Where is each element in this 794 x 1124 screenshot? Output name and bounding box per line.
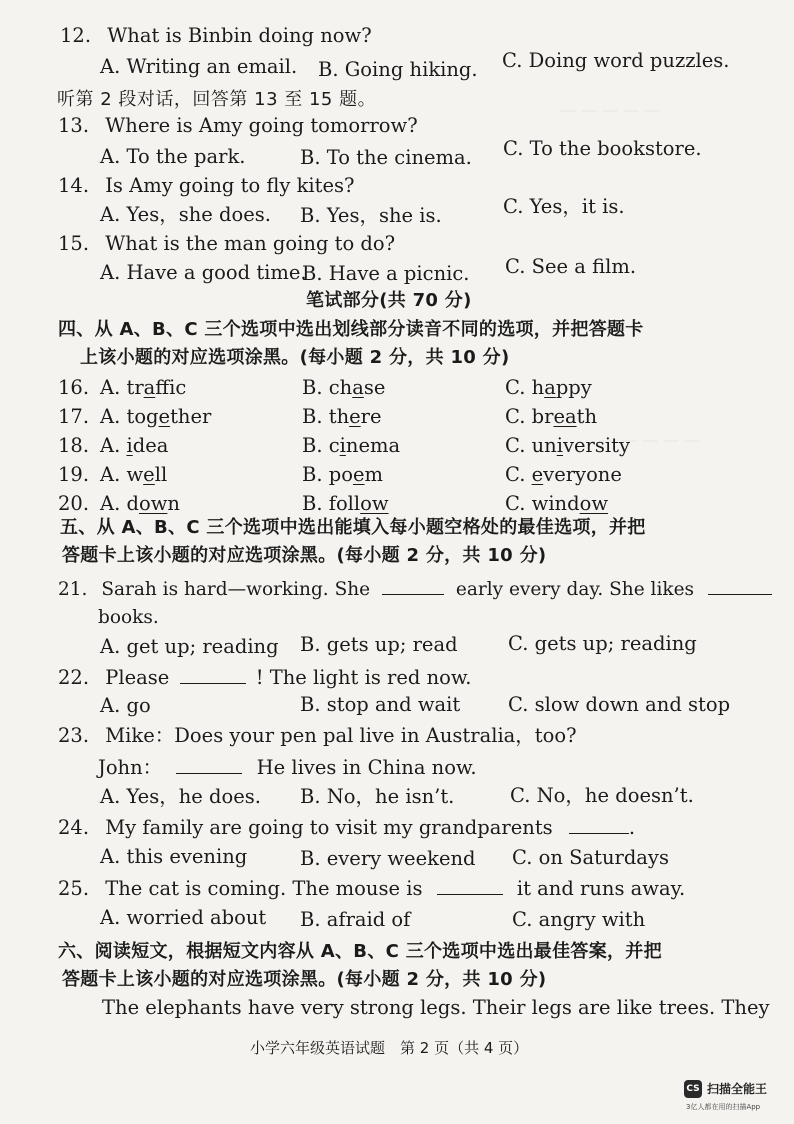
option-text: A. w	[100, 463, 144, 486]
option-text: dea	[132, 434, 169, 457]
question-number: 22.	[58, 666, 90, 689]
option-text: C. Doing word puzzles.	[502, 49, 730, 72]
q23-option-c	[510, 784, 694, 808]
option-text: C. angry with	[512, 908, 646, 931]
section-5-title-line2: 答题卡上该小题的对应选项涂黑。(每小题 2 分，共 10 分)	[62, 545, 547, 566]
question-text: Is Amy going to fly kites?	[105, 174, 355, 197]
section-6-title-line1: 六、阅读短文，根据短文内容从 A、B、C 三个选项中选出最佳答案，并把	[58, 941, 662, 962]
option-text: A. worried about	[100, 906, 267, 929]
answer-blank	[708, 576, 772, 595]
underlined-letters: ow	[138, 492, 168, 515]
question-number: 18.	[58, 434, 90, 457]
q13-option-b	[300, 146, 472, 170]
reading-passage-line-1: The elephants have very strong legs. Their legs are like trees. They	[102, 996, 770, 1019]
option-text: C. h	[505, 376, 545, 399]
dialogue-2-instruction: 听第 2 段对话，回答第 13 至 15 题。	[57, 89, 377, 110]
q12-option-a	[100, 55, 297, 79]
option-text: A. go	[100, 694, 151, 717]
option-text: nema	[345, 434, 401, 457]
option-text: B. To the cinema.	[300, 146, 472, 169]
q14-option-a	[100, 203, 271, 227]
option-text: A. tr	[100, 376, 144, 399]
q13-option-a	[100, 145, 246, 169]
option-c	[505, 492, 608, 516]
option-text: C. No，he doesn’t.	[510, 784, 694, 807]
q21-option-c	[508, 632, 697, 656]
question-text: What is Binbin doing now?	[107, 24, 372, 47]
question-text: it and runs away.	[516, 877, 686, 900]
option-b	[302, 492, 389, 516]
option-b	[302, 434, 400, 458]
q24-option-a	[100, 845, 247, 869]
q13-option-c	[503, 137, 702, 161]
option-text: C. wind	[505, 492, 580, 515]
question-number: 24.	[58, 816, 90, 839]
q23-response	[98, 755, 477, 780]
option-text: se	[363, 376, 386, 399]
option-text: C. un	[505, 434, 557, 457]
q25-option-a	[100, 906, 266, 930]
answer-blank	[176, 755, 242, 774]
question-text: Sarah is hard—working. She	[101, 579, 371, 600]
camscanner-logo-icon: CS	[684, 1080, 702, 1098]
option-text: C. br	[505, 405, 554, 428]
option-text: veryone	[543, 463, 622, 486]
option-text: C. Yes，it is.	[503, 195, 625, 218]
option-text: B. afraid of	[300, 908, 411, 931]
underlined-letters: i	[556, 434, 563, 457]
section-4-title-line1: 四、从 A、B、C 三个选项中选出划线部分读音不同的选项，并把答题卡	[58, 319, 644, 340]
option-c	[505, 376, 592, 400]
underlined-letters: a	[143, 376, 156, 399]
option-text: C. gets up; reading	[508, 632, 697, 655]
q21-option-b	[300, 633, 458, 657]
option-text: B. Yes，she is.	[300, 204, 442, 227]
option-c	[505, 434, 630, 458]
answer-blank	[382, 576, 444, 595]
question-24	[58, 815, 635, 840]
q12-option-c	[502, 49, 729, 73]
question-number: 13.	[58, 114, 90, 137]
question-21	[58, 576, 772, 602]
answer-blank	[437, 876, 503, 895]
option-b	[302, 463, 383, 487]
bleed-through: — — — — —	[600, 430, 701, 449]
q23-option-a	[100, 785, 261, 809]
section-6-title-line2: 答题卡上该小题的对应选项涂黑。(每小题 2 分，共 10 分)	[62, 969, 547, 990]
q21-option-a	[100, 635, 279, 659]
option-text: ther	[170, 405, 212, 428]
question-number: 19.	[58, 463, 90, 486]
question-number: 21.	[58, 579, 88, 600]
option-b	[302, 405, 382, 429]
option-c	[505, 405, 597, 429]
option-text: A. Yes，he does.	[100, 785, 261, 808]
question-text: early every day. She likes	[455, 579, 695, 600]
option-a	[100, 376, 186, 400]
underlined-letters: i	[126, 434, 133, 457]
option-text: B. gets up; read	[300, 633, 458, 656]
camscanner-tagline: 3亿人都在用的扫描App	[686, 1103, 761, 1111]
question-text: Where is Amy going tomorrow?	[105, 114, 418, 137]
answer-blank	[180, 665, 246, 684]
option-text: th	[576, 405, 598, 428]
option-text: versity	[563, 434, 630, 457]
q24-option-c	[512, 846, 669, 870]
option-a	[100, 463, 167, 487]
option-a	[100, 434, 168, 458]
option-text: ppy	[555, 376, 592, 399]
question-number: 12.	[60, 24, 92, 47]
q25-option-c	[512, 908, 645, 932]
question-23	[58, 724, 577, 748]
option-text: A. To the park.	[100, 145, 246, 168]
option-text: C. slow down and stop	[508, 693, 731, 716]
option-text: re	[360, 405, 382, 428]
question-text: He lives in China now.	[256, 756, 477, 779]
question-14	[58, 174, 355, 198]
section-5-title-line1: 五、从 A、B、C 三个选项中选出能填入每小题空格处的最佳选项，并把	[60, 517, 646, 538]
option-text: C. To the bookstore.	[503, 137, 702, 160]
q15-option-a	[100, 261, 307, 285]
question-text: The cat is coming. The mouse is	[105, 877, 423, 900]
q12-option-b	[318, 58, 478, 82]
page-footer: 小学六年级英语试题 第 2 页（共 4 页）	[250, 1039, 529, 1057]
option-text: B. foll	[302, 492, 361, 515]
underlined-letters: a	[544, 376, 556, 399]
option-text: A. get up; reading	[100, 635, 279, 658]
question-number: 17.	[58, 405, 90, 428]
q14-option-c	[503, 195, 625, 219]
question-number: 20.	[58, 492, 90, 515]
q15-option-c	[505, 255, 636, 279]
option-text: B. th	[302, 405, 350, 428]
question-25	[58, 876, 685, 901]
question-text: ! The light is red now.	[255, 666, 472, 689]
underlined-letters: e	[349, 405, 361, 428]
option-text: B. every weekend	[300, 847, 476, 870]
question-number: 15.	[58, 232, 90, 255]
option-text: C.	[505, 463, 532, 486]
option-text: A.	[100, 434, 127, 457]
question-22	[58, 665, 471, 690]
question-number: 16.	[58, 376, 90, 399]
option-text: A. this evening	[100, 845, 248, 868]
option-c	[505, 463, 622, 487]
option-text: B. Going hiking.	[318, 58, 478, 81]
option-text: A. tog	[100, 405, 159, 428]
option-text: B. ch	[302, 376, 353, 399]
question-number: 14.	[58, 174, 90, 197]
option-text: ffic	[155, 376, 187, 399]
q22-option-a	[100, 694, 151, 718]
option-text: B. c	[302, 434, 340, 457]
q25-option-b	[300, 908, 410, 932]
option-text: A. Yes，she does.	[100, 203, 271, 226]
question-text: Please	[105, 666, 170, 689]
q22-option-b	[300, 693, 460, 717]
q14-option-b	[300, 204, 442, 228]
option-text: ll	[154, 463, 168, 486]
option-a	[100, 492, 180, 516]
underlined-letters: i	[339, 434, 346, 457]
punctuation: .	[628, 816, 636, 839]
underlined-letters: e	[143, 463, 155, 486]
option-text: C. See a film.	[505, 255, 637, 278]
question-13	[58, 114, 418, 138]
question-text: What is the man going to do?	[105, 232, 396, 255]
written-section-header: 笔试部分(共 70 分)	[306, 290, 472, 311]
q21-continuation: books.	[98, 607, 159, 628]
bleed-through: — — — — —	[560, 100, 661, 119]
q23-option-b	[300, 785, 454, 809]
option-a	[100, 405, 211, 429]
option-text: A. d	[100, 492, 139, 515]
question-text: My family are going to visit my grandparents	[105, 816, 553, 839]
underlined-letters: ea	[553, 405, 577, 428]
underlined-letters: e	[531, 463, 544, 486]
underlined-letters: ow	[360, 492, 389, 515]
option-b	[302, 376, 385, 400]
underlined-letters: a	[352, 376, 364, 399]
q15-option-b	[302, 262, 470, 286]
underlined-letters: ow	[579, 492, 609, 515]
underlined-letters: e	[158, 405, 171, 428]
option-text: B. No，he isn’t.	[300, 785, 455, 808]
speaker-label: John：	[98, 756, 163, 779]
option-text: B. po	[302, 463, 353, 486]
question-number: 23.	[58, 724, 90, 747]
section-4-title-line2: 上该小题的对应选项涂黑。(每小题 2 分，共 10 分)	[80, 347, 510, 368]
q24-option-b	[300, 847, 476, 871]
option-text: A. Have a good time.	[100, 261, 307, 284]
answer-blank	[569, 815, 629, 834]
question-15	[58, 232, 395, 256]
option-text: B. Have a picnic.	[302, 262, 470, 285]
underlined-letters: e	[352, 463, 365, 486]
question-text: Mike：Does your pen pal live in Australia，too?	[105, 724, 577, 747]
option-text: B. stop and wait	[300, 693, 461, 716]
camscanner-brand: 扫描全能王	[707, 1082, 768, 1096]
question-number: 25.	[58, 877, 90, 900]
option-text: C. on Saturdays	[512, 846, 669, 869]
option-text: n	[167, 492, 180, 515]
question-12	[60, 24, 372, 48]
option-text: m	[364, 463, 383, 486]
q22-option-c	[508, 693, 730, 717]
option-text: A. Writing an email.	[100, 55, 298, 78]
